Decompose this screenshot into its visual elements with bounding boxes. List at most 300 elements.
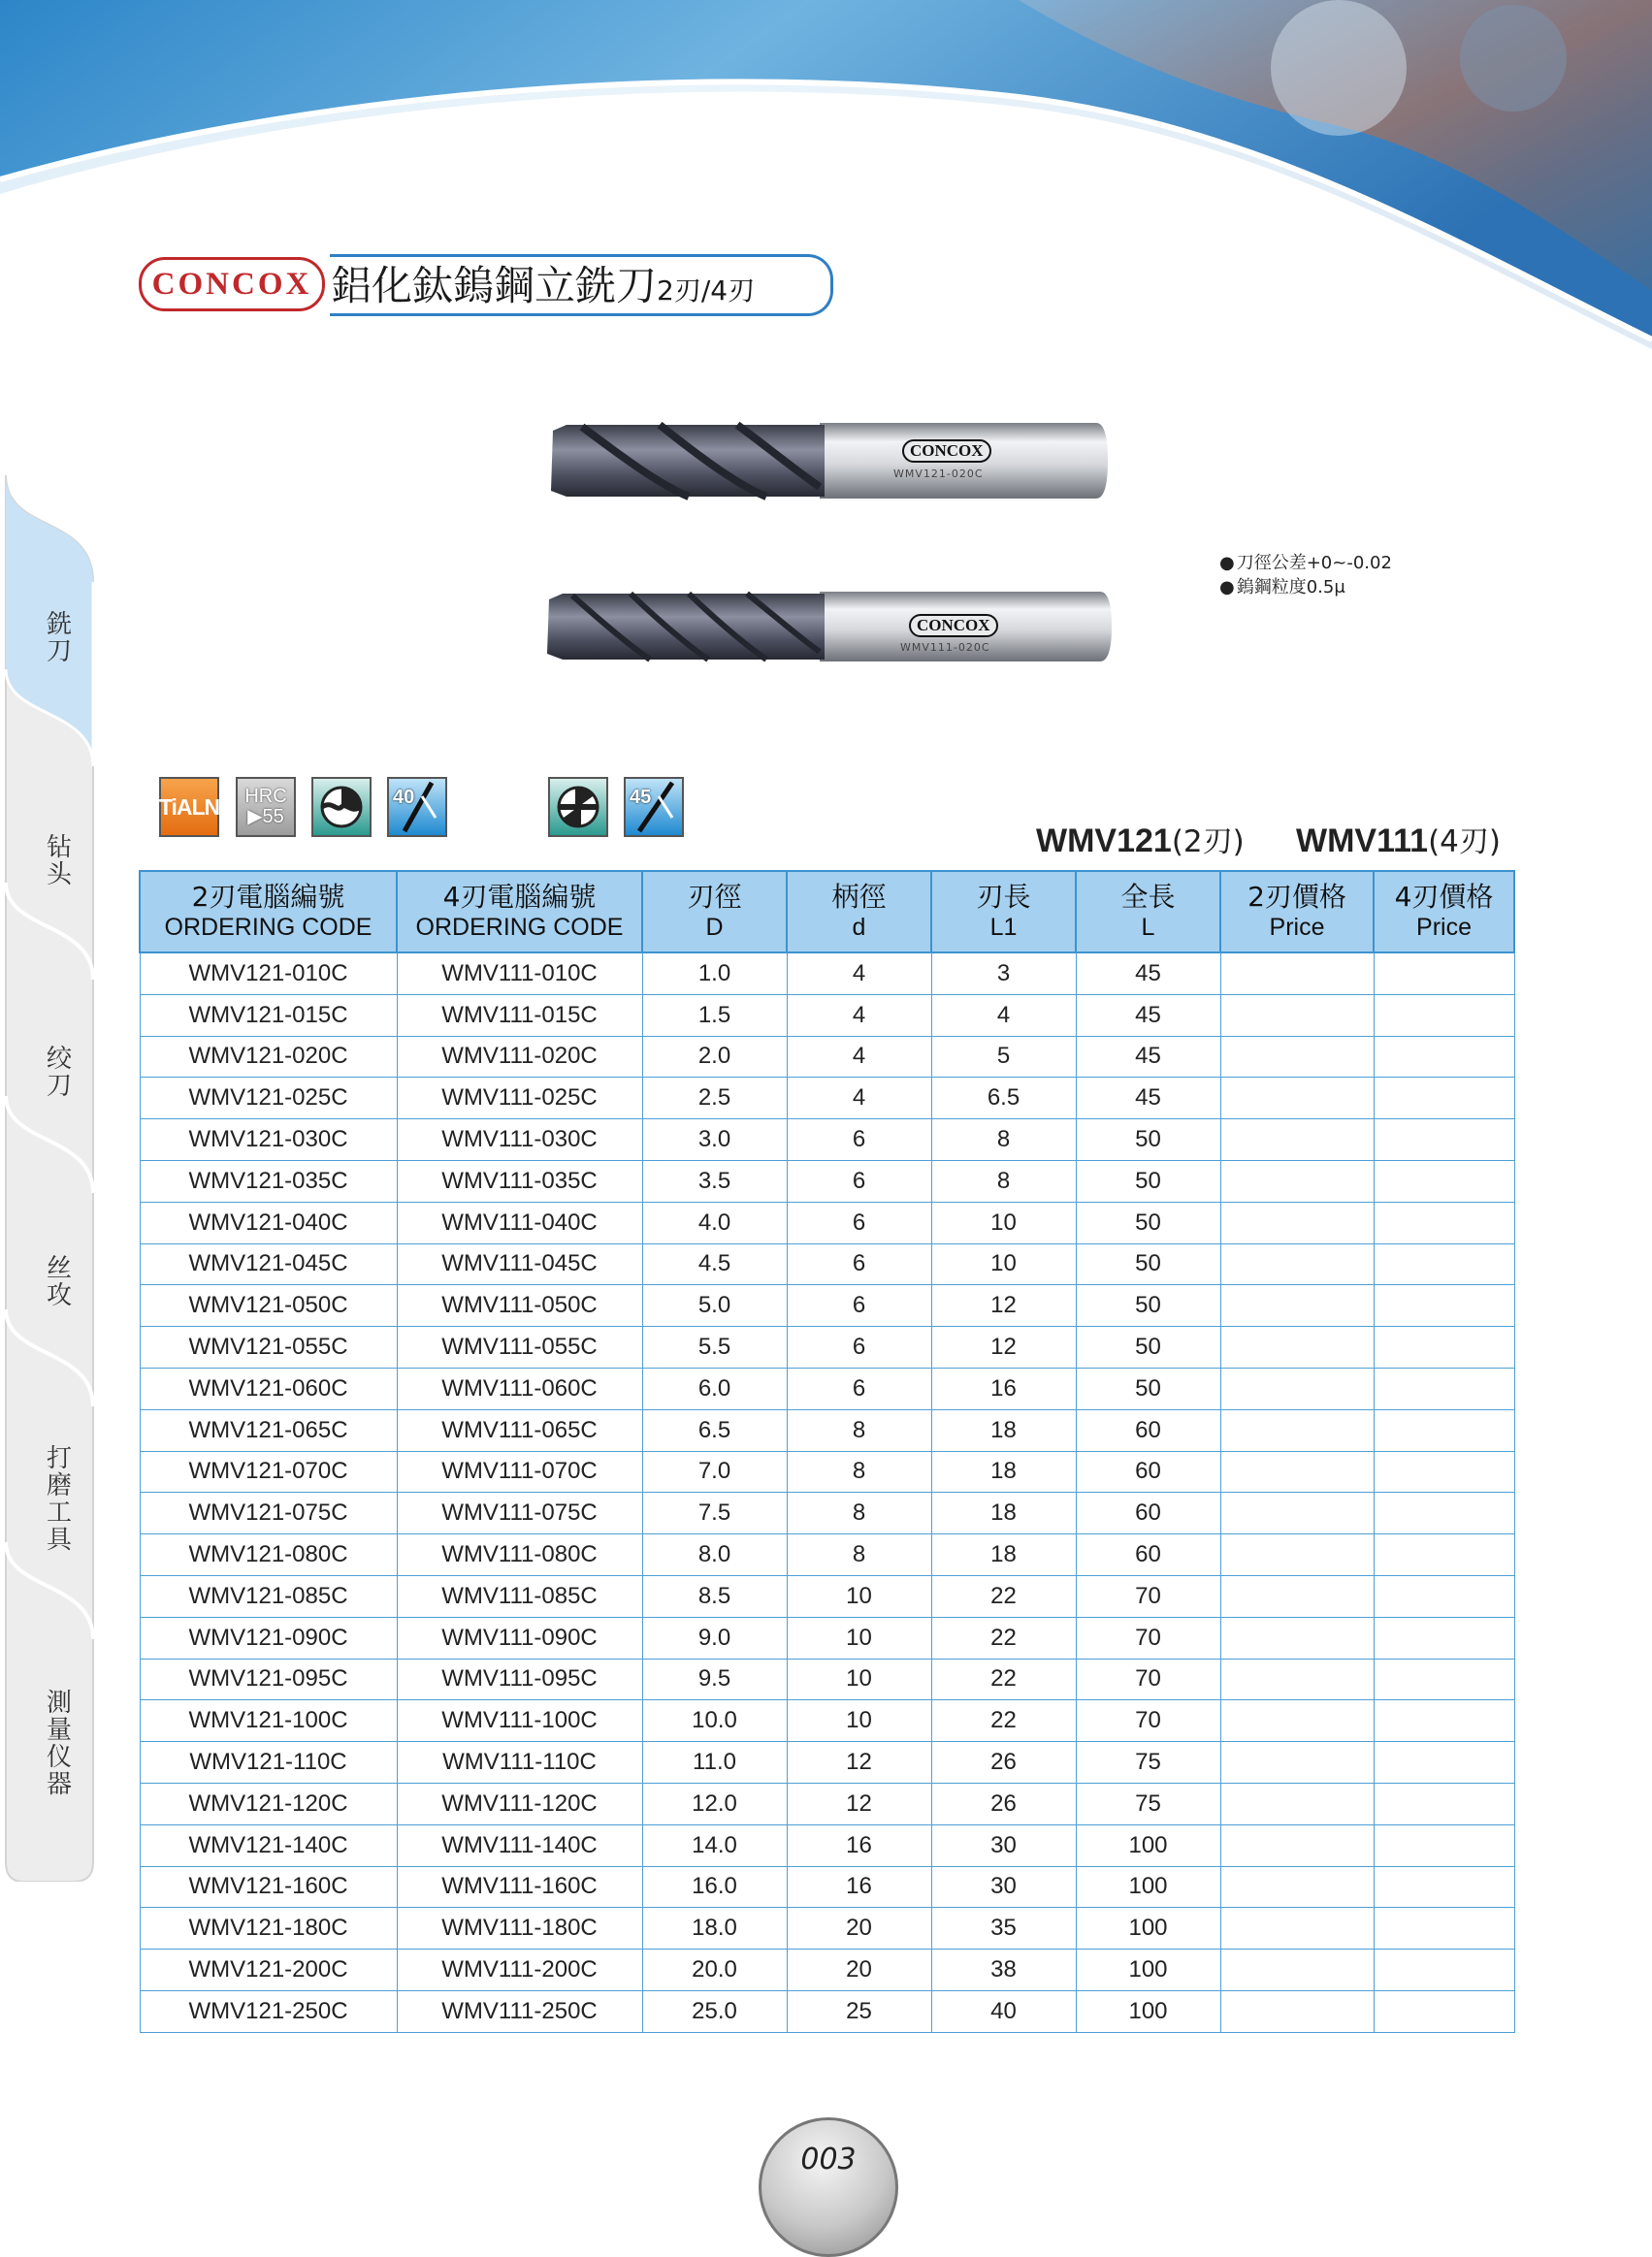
cell-2f-price bbox=[1220, 1451, 1374, 1493]
cell-cutting-diameter: 10.0 bbox=[642, 1700, 787, 1742]
table-row bbox=[140, 1243, 1514, 1285]
brand-logo bbox=[139, 257, 325, 311]
table-header-row bbox=[140, 871, 1514, 952]
cell-cutting-diameter: 7.5 bbox=[642, 1493, 787, 1534]
cell-overall-length: 45 bbox=[1076, 994, 1220, 1036]
cell-flute-length: 18 bbox=[931, 1409, 1076, 1451]
cell-overall-length: 100 bbox=[1076, 1866, 1220, 1908]
table-row bbox=[140, 1160, 1514, 1202]
cell-overall-length: 50 bbox=[1076, 1202, 1220, 1243]
cell-flute-length: 40 bbox=[931, 1990, 1076, 2032]
cell-2f-price bbox=[1220, 1950, 1374, 1991]
cell-2f-code: WMV121-055C bbox=[140, 1327, 397, 1369]
header-overall-length bbox=[1076, 871, 1220, 952]
model-wmv121 bbox=[1036, 817, 1245, 860]
cell-2f-price bbox=[1220, 1160, 1374, 1202]
cell-shank-diameter: 6 bbox=[787, 1202, 931, 1243]
cell-cutting-diameter: 16.0 bbox=[642, 1866, 787, 1908]
cell-cutting-diameter: 25.0 bbox=[642, 1990, 787, 2032]
header-zh: 柄徑 bbox=[831, 881, 887, 913]
cell-2f-code: WMV121-025C bbox=[140, 1078, 397, 1119]
cell-shank-diameter: 6 bbox=[787, 1160, 931, 1202]
cell-flute-length: 8 bbox=[931, 1119, 1076, 1161]
table-row bbox=[140, 1783, 1514, 1824]
cell-cutting-diameter: 5.5 bbox=[642, 1327, 787, 1369]
cell-cutting-diameter: 11.0 bbox=[642, 1742, 787, 1784]
cell-2f-price bbox=[1220, 1327, 1374, 1369]
cell-overall-length: 70 bbox=[1076, 1659, 1220, 1700]
cell-2f-price bbox=[1220, 1617, 1374, 1659]
hrc55-hardness-icon bbox=[236, 777, 296, 837]
cell-4f-code: WMV111-120C bbox=[397, 1783, 642, 1824]
cell-4f-price bbox=[1374, 1742, 1514, 1784]
cell-flute-length: 4 bbox=[931, 994, 1076, 1036]
header-shank-diameter bbox=[787, 871, 931, 952]
cell-4f-price bbox=[1374, 1824, 1514, 1866]
model-wmv121-flutes: (2刃) bbox=[1171, 824, 1245, 859]
cell-overall-length: 45 bbox=[1076, 952, 1220, 994]
cell-overall-length: 60 bbox=[1076, 1451, 1220, 1493]
cell-2f-price bbox=[1220, 1742, 1374, 1784]
page-number-badge bbox=[759, 2117, 898, 2257]
cell-cutting-diameter: 8.5 bbox=[642, 1575, 787, 1617]
cell-flute-length: 22 bbox=[931, 1700, 1076, 1742]
spec-table bbox=[139, 870, 1515, 2033]
header-en: D bbox=[705, 914, 724, 941]
cell-2f-price bbox=[1220, 1866, 1374, 1908]
cell-2f-code: WMV121-030C bbox=[140, 1119, 397, 1161]
cell-4f-price bbox=[1374, 1368, 1514, 1409]
header-en: Price bbox=[1416, 914, 1472, 941]
header-en: Price bbox=[1269, 914, 1325, 941]
helix-45-label: 45 bbox=[630, 787, 652, 808]
cell-shank-diameter: 8 bbox=[787, 1534, 931, 1576]
page-number: 003 bbox=[800, 2143, 857, 2176]
cell-cutting-diameter: 2.5 bbox=[642, 1078, 787, 1119]
cell-4f-code: WMV111-045C bbox=[397, 1243, 642, 1285]
cell-flute-length: 16 bbox=[931, 1368, 1076, 1409]
cell-2f-code: WMV121-200C bbox=[140, 1950, 397, 1991]
cell-overall-length: 70 bbox=[1076, 1700, 1220, 1742]
model-wmv121-code: WMV121 bbox=[1036, 822, 1172, 859]
header-4f-ordering-code bbox=[397, 871, 642, 952]
cell-overall-length: 50 bbox=[1076, 1285, 1220, 1327]
helix-45-icon bbox=[624, 777, 684, 837]
side-tab-measuring-instruments[interactable]: 測量仪器 bbox=[46, 1689, 72, 1799]
cell-4f-code: WMV111-090C bbox=[397, 1617, 642, 1659]
cell-flute-length: 18 bbox=[931, 1451, 1076, 1493]
cell-overall-length: 75 bbox=[1076, 1742, 1220, 1784]
header-zh: 2刃價格 bbox=[1247, 881, 1346, 913]
header-zh: 刃長 bbox=[976, 881, 1031, 913]
tool-4f-brand-mark: CONCOX bbox=[909, 614, 998, 637]
cell-4f-code: WMV111-095C bbox=[397, 1659, 642, 1700]
cell-shank-diameter: 6 bbox=[787, 1243, 931, 1285]
cell-2f-code: WMV121-075C bbox=[140, 1493, 397, 1534]
cell-cutting-diameter: 9.0 bbox=[642, 1617, 787, 1659]
table-row bbox=[140, 1990, 1514, 2032]
cell-overall-length: 45 bbox=[1076, 1078, 1220, 1119]
cell-overall-length: 50 bbox=[1076, 1160, 1220, 1202]
cell-2f-price bbox=[1220, 1824, 1374, 1866]
title-main-text: 鋁化鈦鎢鋼立銑刀 bbox=[331, 262, 658, 309]
cell-flute-length: 18 bbox=[931, 1534, 1076, 1576]
cell-2f-price bbox=[1220, 994, 1374, 1036]
cell-cutting-diameter: 6.0 bbox=[642, 1368, 787, 1409]
cell-cutting-diameter: 1.5 bbox=[642, 994, 787, 1036]
cell-2f-price bbox=[1220, 1078, 1374, 1119]
brand-logo-text: CONCOX bbox=[151, 266, 312, 302]
model-wmv111-flutes: (4刃) bbox=[1428, 824, 1501, 859]
page-title bbox=[331, 254, 755, 312]
cell-2f-code: WMV121-180C bbox=[140, 1908, 397, 1950]
side-tab-drill[interactable]: 钻头 bbox=[46, 833, 72, 889]
cell-flute-length: 26 bbox=[931, 1783, 1076, 1824]
cell-4f-price bbox=[1374, 1285, 1514, 1327]
cell-4f-price bbox=[1374, 994, 1514, 1036]
spec-note-tolerance: ● 刀徑公差+0~-0.02 bbox=[1219, 551, 1392, 575]
spec-note-grain-size: ● 鎢鋼粒度0.5μ bbox=[1219, 575, 1392, 599]
cell-shank-diameter: 10 bbox=[787, 1700, 931, 1742]
cell-4f-code: WMV111-055C bbox=[397, 1327, 642, 1369]
model-wmv111 bbox=[1296, 817, 1501, 860]
table-row bbox=[140, 1493, 1514, 1534]
cell-flute-length: 8 bbox=[931, 1160, 1076, 1202]
table-row bbox=[140, 1824, 1514, 1866]
cell-4f-price bbox=[1374, 1575, 1514, 1617]
cell-shank-diameter: 4 bbox=[787, 1078, 931, 1119]
four-flute-section-icon bbox=[548, 777, 608, 837]
cell-4f-price bbox=[1374, 1700, 1514, 1742]
cell-4f-price bbox=[1374, 1617, 1514, 1659]
cell-shank-diameter: 4 bbox=[787, 1036, 931, 1078]
cell-cutting-diameter: 9.5 bbox=[642, 1659, 787, 1700]
hrc-icon-value: ▶55 bbox=[247, 806, 284, 827]
cell-2f-price bbox=[1220, 1659, 1374, 1700]
cell-4f-code: WMV111-180C bbox=[397, 1908, 642, 1950]
cell-shank-diameter: 10 bbox=[787, 1659, 931, 1700]
cell-cutting-diameter: 14.0 bbox=[642, 1824, 787, 1866]
cell-4f-price bbox=[1374, 1078, 1514, 1119]
cell-flute-length: 10 bbox=[931, 1243, 1076, 1285]
header-en: ORDERING CODE bbox=[164, 914, 373, 941]
cell-2f-price bbox=[1220, 1243, 1374, 1285]
tialn-coating-icon bbox=[159, 777, 219, 837]
end-mill-2-flute-image bbox=[543, 417, 1111, 504]
helix-40-label: 40 bbox=[393, 787, 415, 808]
cell-shank-diameter: 6 bbox=[787, 1368, 931, 1409]
cell-2f-price bbox=[1220, 1285, 1374, 1327]
cell-shank-diameter: 8 bbox=[787, 1451, 931, 1493]
hrc-icon-label: HRC bbox=[244, 786, 287, 807]
header-2f-price bbox=[1220, 871, 1374, 952]
cell-2f-code: WMV121-080C bbox=[140, 1534, 397, 1576]
cell-4f-price bbox=[1374, 1866, 1514, 1908]
cell-2f-code: WMV121-120C bbox=[140, 1783, 397, 1824]
table-row bbox=[140, 1368, 1514, 1409]
cell-4f-code: WMV111-060C bbox=[397, 1368, 642, 1409]
table-row bbox=[140, 1534, 1514, 1576]
table-row bbox=[140, 1575, 1514, 1617]
cell-4f-code: WMV111-010C bbox=[397, 952, 642, 994]
cell-2f-code: WMV121-040C bbox=[140, 1202, 397, 1243]
cell-flute-length: 30 bbox=[931, 1866, 1076, 1908]
cell-4f-price bbox=[1374, 1036, 1514, 1078]
header-zh: 4刃電腦編號 bbox=[442, 881, 597, 913]
cell-4f-price bbox=[1374, 1451, 1514, 1493]
cell-shank-diameter: 10 bbox=[787, 1575, 931, 1617]
cell-overall-length: 75 bbox=[1076, 1783, 1220, 1824]
header-zh: 2刃電腦編號 bbox=[191, 881, 345, 913]
table-row bbox=[140, 952, 1514, 994]
cell-4f-code: WMV111-070C bbox=[397, 1451, 642, 1493]
cell-4f-price bbox=[1374, 952, 1514, 994]
cell-4f-code: WMV111-100C bbox=[397, 1700, 642, 1742]
cell-flute-length: 5 bbox=[931, 1036, 1076, 1078]
cell-4f-price bbox=[1374, 1202, 1514, 1243]
cell-flute-length: 30 bbox=[931, 1824, 1076, 1866]
cell-4f-price bbox=[1374, 1409, 1514, 1451]
tool-2f-code: WMV121-020C bbox=[893, 468, 984, 480]
two-flute-section-icon bbox=[311, 777, 372, 837]
cell-flute-length: 22 bbox=[931, 1617, 1076, 1659]
cell-4f-price bbox=[1374, 1950, 1514, 1991]
cell-overall-length: 50 bbox=[1076, 1119, 1220, 1161]
table-row bbox=[140, 1119, 1514, 1161]
cell-shank-diameter: 6 bbox=[787, 1285, 931, 1327]
header-zh: 刃徑 bbox=[687, 881, 742, 913]
cell-2f-code: WMV121-250C bbox=[140, 1990, 397, 2032]
table-row bbox=[140, 1078, 1514, 1119]
cell-overall-length: 100 bbox=[1076, 1824, 1220, 1866]
side-tab-milling[interactable]: 銑刀 bbox=[46, 610, 72, 666]
cell-4f-price bbox=[1374, 1659, 1514, 1700]
table-row bbox=[140, 1659, 1514, 1700]
cell-2f-code: WMV121-020C bbox=[140, 1036, 397, 1078]
cell-shank-diameter: 12 bbox=[787, 1742, 931, 1784]
cell-4f-code: WMV111-085C bbox=[397, 1575, 642, 1617]
cell-4f-price bbox=[1374, 1243, 1514, 1285]
table-row bbox=[140, 1202, 1514, 1243]
cell-2f-code: WMV121-050C bbox=[140, 1285, 397, 1327]
cell-4f-price bbox=[1374, 1908, 1514, 1950]
cell-flute-length: 35 bbox=[931, 1908, 1076, 1950]
table-row bbox=[140, 1327, 1514, 1369]
cell-overall-length: 50 bbox=[1076, 1368, 1220, 1409]
cell-overall-length: 70 bbox=[1076, 1575, 1220, 1617]
cell-shank-diameter: 10 bbox=[787, 1617, 931, 1659]
table-row bbox=[140, 1908, 1514, 1950]
tool-2f-brand-mark: CONCOX bbox=[902, 439, 991, 463]
tool-4f-code: WMV111-020C bbox=[900, 641, 990, 654]
cell-2f-code: WMV121-035C bbox=[140, 1160, 397, 1202]
cell-cutting-diameter: 18.0 bbox=[642, 1908, 787, 1950]
cell-2f-code: WMV121-010C bbox=[140, 952, 397, 994]
cell-4f-price bbox=[1374, 1534, 1514, 1576]
cell-shank-diameter: 4 bbox=[787, 994, 931, 1036]
table-row bbox=[140, 1866, 1514, 1908]
cell-flute-length: 3 bbox=[931, 952, 1076, 994]
cell-4f-code: WMV111-140C bbox=[397, 1824, 642, 1866]
cell-2f-price bbox=[1220, 1534, 1374, 1576]
header-flute-length bbox=[931, 871, 1076, 952]
cell-overall-length: 50 bbox=[1076, 1327, 1220, 1369]
table-row bbox=[140, 1617, 1514, 1659]
header-en: d bbox=[852, 914, 866, 941]
cell-overall-length: 100 bbox=[1076, 1990, 1220, 2032]
cell-overall-length: 100 bbox=[1076, 1908, 1220, 1950]
cell-4f-code: WMV111-080C bbox=[397, 1534, 642, 1576]
cell-4f-price bbox=[1374, 1119, 1514, 1161]
cell-4f-code: WMV111-250C bbox=[397, 1990, 642, 2032]
cell-flute-length: 22 bbox=[931, 1575, 1076, 1617]
header-2f-ordering-code bbox=[140, 871, 397, 952]
cell-4f-code: WMV111-015C bbox=[397, 994, 642, 1036]
cell-overall-length: 50 bbox=[1076, 1243, 1220, 1285]
header-zh: 4刃價格 bbox=[1394, 881, 1494, 913]
header-en: L1 bbox=[989, 914, 1018, 941]
cell-2f-price bbox=[1220, 1700, 1374, 1742]
cell-2f-code: WMV121-015C bbox=[140, 994, 397, 1036]
cell-4f-code: WMV111-160C bbox=[397, 1866, 642, 1908]
cell-4f-code: WMV111-030C bbox=[397, 1119, 642, 1161]
cell-cutting-diameter: 8.0 bbox=[642, 1534, 787, 1576]
cell-4f-code: WMV111-110C bbox=[397, 1742, 642, 1784]
cell-flute-length: 12 bbox=[931, 1327, 1076, 1369]
table-row bbox=[140, 1742, 1514, 1784]
cell-shank-diameter: 20 bbox=[787, 1908, 931, 1950]
cell-2f-code: WMV121-060C bbox=[140, 1368, 397, 1409]
model-wmv111-code: WMV111 bbox=[1296, 822, 1429, 859]
cell-flute-length: 26 bbox=[931, 1742, 1076, 1784]
cell-4f-code: WMV111-020C bbox=[397, 1036, 642, 1078]
cell-cutting-diameter: 3.0 bbox=[642, 1119, 787, 1161]
cell-cutting-diameter: 20.0 bbox=[642, 1950, 787, 1991]
cell-4f-code: WMV111-050C bbox=[397, 1285, 642, 1327]
cell-shank-diameter: 20 bbox=[787, 1950, 931, 1991]
table-row bbox=[140, 994, 1514, 1036]
cell-shank-diameter: 16 bbox=[787, 1824, 931, 1866]
cell-4f-price bbox=[1374, 1493, 1514, 1534]
cell-2f-price bbox=[1220, 1119, 1374, 1161]
cell-shank-diameter: 12 bbox=[787, 1783, 931, 1824]
side-tab-reamer[interactable]: 绞刀 bbox=[46, 1045, 72, 1101]
header-en: ORDERING CODE bbox=[415, 914, 624, 941]
cell-2f-code: WMV121-095C bbox=[140, 1659, 397, 1700]
cell-2f-price bbox=[1220, 1368, 1374, 1409]
cell-cutting-diameter: 4.5 bbox=[642, 1243, 787, 1285]
side-tab-tap[interactable]: 丝攻 bbox=[46, 1254, 72, 1310]
table-row bbox=[140, 1950, 1514, 1991]
cell-2f-code: WMV121-090C bbox=[140, 1617, 397, 1659]
table-row bbox=[140, 1700, 1514, 1742]
cell-4f-code: WMV111-025C bbox=[397, 1078, 642, 1119]
cell-overall-length: 60 bbox=[1076, 1493, 1220, 1534]
cell-cutting-diameter: 1.0 bbox=[642, 952, 787, 994]
table-row bbox=[140, 1409, 1514, 1451]
cell-cutting-diameter: 2.0 bbox=[642, 1036, 787, 1078]
cell-2f-code: WMV121-110C bbox=[140, 1742, 397, 1784]
cell-flute-length: 10 bbox=[931, 1202, 1076, 1243]
cell-2f-code: WMV121-100C bbox=[140, 1700, 397, 1742]
cell-2f-price bbox=[1220, 1990, 1374, 2032]
header-4f-price bbox=[1374, 871, 1514, 952]
cell-cutting-diameter: 4.0 bbox=[642, 1202, 787, 1243]
cell-overall-length: 60 bbox=[1076, 1534, 1220, 1576]
cell-2f-price bbox=[1220, 1493, 1374, 1534]
cell-2f-code: WMV121-160C bbox=[140, 1866, 397, 1908]
cell-cutting-diameter: 6.5 bbox=[642, 1409, 787, 1451]
cell-2f-code: WMV121-070C bbox=[140, 1451, 397, 1493]
cell-2f-code: WMV121-085C bbox=[140, 1575, 397, 1617]
cell-shank-diameter: 8 bbox=[787, 1409, 931, 1451]
cell-flute-length: 38 bbox=[931, 1950, 1076, 1991]
cell-4f-price bbox=[1374, 1990, 1514, 2032]
cell-2f-code: WMV121-045C bbox=[140, 1243, 397, 1285]
cell-4f-code: WMV111-035C bbox=[397, 1160, 642, 1202]
tialn-icon-text: TiALN bbox=[158, 793, 220, 820]
table-body bbox=[140, 952, 1514, 2032]
spec-notes bbox=[1219, 551, 1392, 599]
cell-overall-length: 100 bbox=[1076, 1950, 1220, 1991]
cell-2f-code: WMV121-065C bbox=[140, 1409, 397, 1451]
cell-cutting-diameter: 3.5 bbox=[642, 1160, 787, 1202]
cell-shank-diameter: 6 bbox=[787, 1327, 931, 1369]
cell-shank-diameter: 8 bbox=[787, 1493, 931, 1534]
cell-2f-price bbox=[1220, 952, 1374, 994]
cell-shank-diameter: 16 bbox=[787, 1866, 931, 1908]
cell-cutting-diameter: 12.0 bbox=[642, 1783, 787, 1824]
title-sub-text: 2刃/4刃 bbox=[657, 274, 756, 306]
cell-2f-price bbox=[1220, 1409, 1374, 1451]
cell-shank-diameter: 6 bbox=[787, 1119, 931, 1161]
header-en: L bbox=[1141, 914, 1155, 941]
header-zh: 全長 bbox=[1120, 881, 1176, 913]
cell-flute-length: 22 bbox=[931, 1659, 1076, 1700]
cell-4f-code: WMV111-075C bbox=[397, 1493, 642, 1534]
cell-2f-price bbox=[1220, 1202, 1374, 1243]
end-mill-4-flute-image bbox=[543, 588, 1116, 665]
cell-overall-length: 70 bbox=[1076, 1617, 1220, 1659]
cell-2f-code: WMV121-140C bbox=[140, 1824, 397, 1866]
cell-2f-price bbox=[1220, 1783, 1374, 1824]
cell-4f-price bbox=[1374, 1160, 1514, 1202]
cell-4f-code: WMV111-065C bbox=[397, 1409, 642, 1451]
cell-4f-code: WMV111-200C bbox=[397, 1950, 642, 1991]
cell-overall-length: 45 bbox=[1076, 1036, 1220, 1078]
table-row bbox=[140, 1451, 1514, 1493]
cell-4f-price bbox=[1374, 1327, 1514, 1369]
cell-shank-diameter: 4 bbox=[787, 952, 931, 994]
cell-overall-length: 60 bbox=[1076, 1409, 1220, 1451]
cell-flute-length: 6.5 bbox=[931, 1078, 1076, 1119]
helix-40-icon bbox=[387, 777, 447, 837]
table-row bbox=[140, 1285, 1514, 1327]
cell-cutting-diameter: 7.0 bbox=[642, 1451, 787, 1493]
cell-flute-length: 12 bbox=[931, 1285, 1076, 1327]
cell-cutting-diameter: 5.0 bbox=[642, 1285, 787, 1327]
cell-4f-code: WMV111-040C bbox=[397, 1202, 642, 1243]
side-tab-grinding-tools[interactable]: 打磨工具 bbox=[46, 1444, 72, 1555]
table-row bbox=[140, 1036, 1514, 1078]
cell-shank-diameter: 25 bbox=[787, 1990, 931, 2032]
cell-2f-price bbox=[1220, 1575, 1374, 1617]
cell-2f-price bbox=[1220, 1036, 1374, 1078]
cell-4f-price bbox=[1374, 1783, 1514, 1824]
header-cutting-diameter bbox=[642, 871, 787, 952]
cell-flute-length: 18 bbox=[931, 1493, 1076, 1534]
side-tab-strip bbox=[0, 475, 97, 1882]
